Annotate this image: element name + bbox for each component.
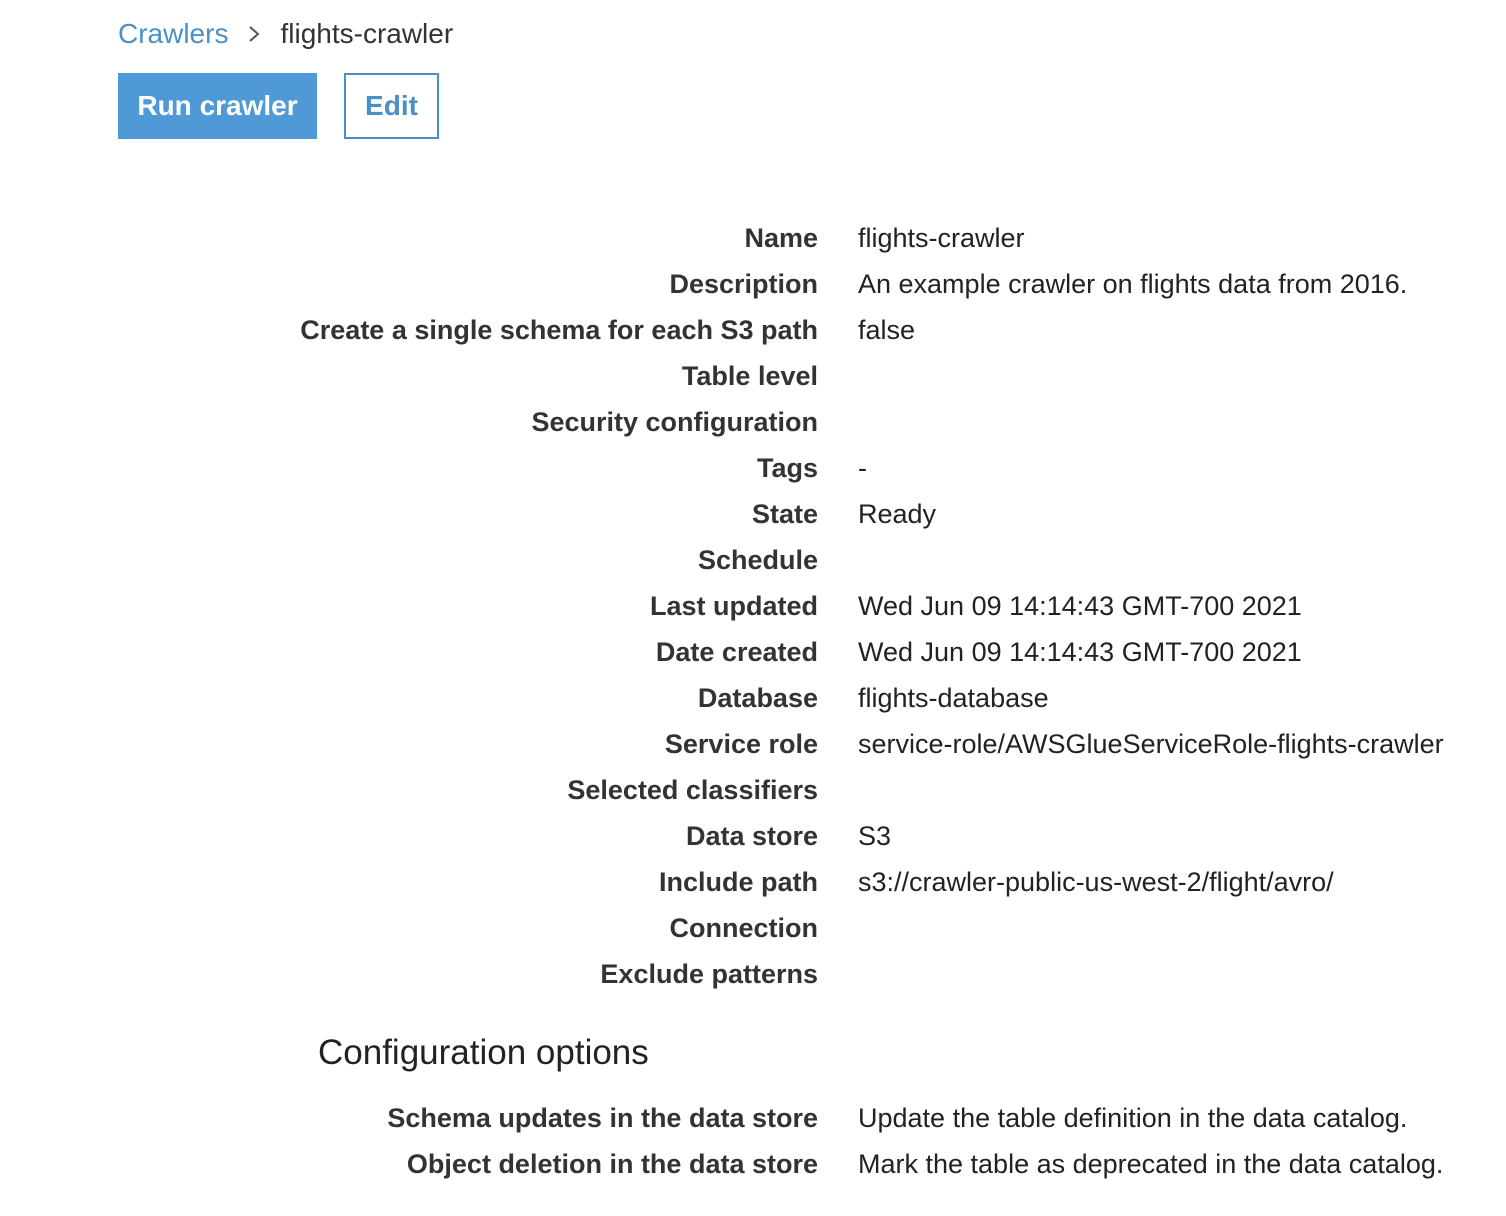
detail-row-include-path — [0, 859, 1506, 905]
detail-value: flights-crawler — [858, 223, 1025, 253]
detail-row-description — [0, 261, 1506, 307]
detail-label: State — [751, 499, 818, 529]
configuration-options-title: Configuration options — [318, 1033, 649, 1072]
detail-label: Date created — [655, 637, 818, 667]
config-row-schema-updates — [0, 1095, 1506, 1141]
detail-row-exclude-patterns — [0, 951, 1506, 997]
detail-row-service-role — [0, 721, 1506, 767]
timestamp-value: Wed Jun 09 14:14:43 GMT-700 2021 — [858, 637, 1302, 667]
detail-label: Include path — [658, 867, 818, 897]
detail-row-single-schema — [0, 307, 1506, 353]
detail-label: Table level — [681, 361, 818, 391]
detail-value: An example crawler on flights data from 2016. — [858, 269, 1408, 299]
breadcrumb — [118, 14, 453, 54]
detail-label: Selected classifiers — [567, 775, 818, 805]
detail-row-last-updated — [0, 583, 1506, 629]
config-label: Object deletion in the data store — [406, 1149, 818, 1179]
detail-label: Name — [744, 223, 818, 253]
detail-row-schedule — [0, 537, 1506, 583]
detail-row-tags — [0, 445, 1506, 491]
detail-row-data-store — [0, 813, 1506, 859]
detail-row-connection — [0, 905, 1506, 951]
timestamp-value: Wed Jun 09 14:14:43 GMT-700 2021 — [858, 591, 1302, 621]
detail-label: Exclude patterns — [600, 959, 818, 989]
config-label: Schema updates in the data store — [387, 1103, 818, 1133]
status-value: Ready — [858, 499, 937, 529]
detail-label: Security configuration — [531, 407, 818, 437]
edit-button[interactable]: Edit — [344, 73, 439, 139]
detail-value: S3 — [858, 821, 892, 851]
detail-value: s3://crawler-public-us-west-2/flight/avro/ — [858, 867, 1334, 897]
detail-row-table-level — [0, 353, 1506, 399]
config-row-object-deletion — [0, 1141, 1506, 1187]
detail-label: Create a single schema for each S3 path — [300, 315, 818, 345]
detail-value: false — [858, 315, 916, 345]
breadcrumb-crawlers-link[interactable]: Crawlers — [118, 18, 229, 49]
detail-value: flights-database — [858, 683, 1049, 713]
detail-value: service-role/AWSGlueServiceRole-flights-crawler — [858, 729, 1444, 759]
detail-label: Schedule — [697, 545, 818, 575]
detail-label: Tags — [756, 453, 818, 483]
config-value: Update the table definition in the data catalog. — [858, 1103, 1408, 1133]
crawler-details — [0, 215, 1506, 997]
detail-row-security-configuration — [0, 399, 1506, 445]
configuration-options — [0, 1095, 1506, 1187]
detail-row-database — [0, 675, 1506, 721]
detail-label: Database — [697, 683, 818, 713]
detail-label: Last updated — [649, 591, 818, 621]
chevron-right-icon — [228, 14, 280, 54]
detail-label: Description — [669, 269, 818, 299]
detail-value: - — [858, 453, 867, 483]
detail-row-name — [0, 215, 1506, 261]
detail-row-state — [0, 491, 1506, 537]
detail-row-date-created — [0, 629, 1506, 675]
run-crawler-button[interactable]: Run crawler — [118, 73, 317, 139]
detail-label: Data store — [685, 821, 818, 851]
config-value: Mark the table as deprecated in the data catalog. — [858, 1149, 1444, 1179]
detail-label: Connection — [669, 913, 818, 943]
detail-row-selected-classifiers — [0, 767, 1506, 813]
breadcrumb-current: flights-crawler — [280, 18, 454, 49]
detail-label: Service role — [664, 729, 818, 759]
